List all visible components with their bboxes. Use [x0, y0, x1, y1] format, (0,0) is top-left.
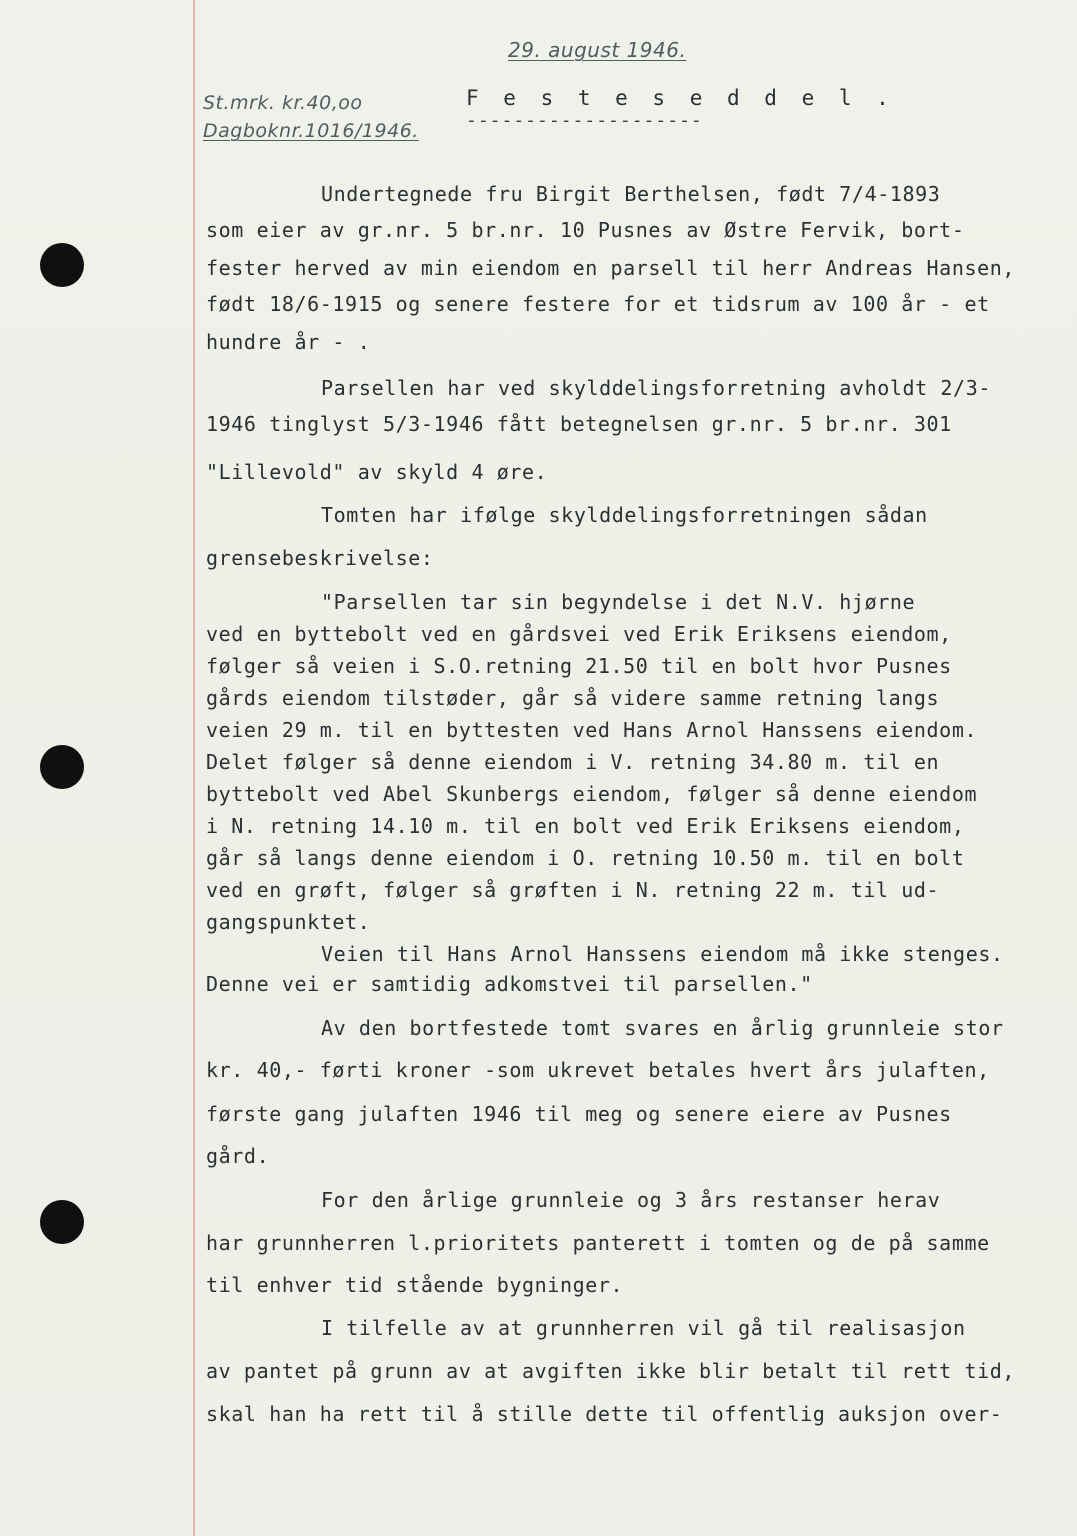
- text-line: Parsellen har ved skylddelingsforretning avholdt 2/3-: [321, 376, 991, 400]
- text-line: ved en grøft, følger så grøften i N. retning 22 m. til ud-: [206, 878, 940, 902]
- text-line: Av den bortfestede tomt svares en årlig grunnleie stor: [321, 1016, 1004, 1040]
- text-line: 1946 tinglyst 5/3-1946 fått betegnelsen gr.nr. 5 br.nr. 301: [206, 412, 952, 436]
- text-line: i N. retning 14.10 m. til en bolt ved Erik Eriksens eiendom,: [206, 814, 965, 838]
- text-line: grensebeskrivelse:: [206, 546, 434, 570]
- text-line: av pantet på grunn av at avgiften ikke blir betalt til rett tid,: [206, 1359, 1016, 1383]
- text-line: Veien til Hans Arnol Hanssens eiendom må ikke stenges.: [321, 942, 1004, 966]
- text-line: gård.: [206, 1144, 270, 1168]
- text-line: som eier av gr.nr. 5 br.nr. 10 Pusnes av Østre Fervik, bort-: [206, 218, 965, 242]
- text-line: fester herved av min eiendom en parsell til herr Andreas Hansen,: [206, 256, 1016, 280]
- text-line: "Lillevold" av skyld 4 øre.: [206, 460, 548, 484]
- text-line: skal han ha rett til å stille dette til offentlig auksjon over-: [206, 1402, 1003, 1426]
- text-line: gårds eiendom tilstøder, går så videre samme retning langs: [206, 686, 940, 710]
- document-date: 29. august 1946.: [508, 38, 687, 62]
- text-line: Undertegnede fru Birgit Berthelsen, født 7/4-1893: [321, 182, 941, 206]
- text-line: har grunnherren l.prioritets panterett i tomten og de på samme: [206, 1231, 990, 1255]
- text-line: gangspunktet.: [206, 910, 371, 934]
- punch-hole-middle: [40, 745, 84, 789]
- punch-hole-top: [40, 243, 84, 287]
- text-line: ved en byttebolt ved en gårdsvei ved Erik Eriksens eiendom,: [206, 622, 952, 646]
- text-line: hundre år - .: [206, 330, 371, 354]
- title-underline: --------------------: [466, 110, 703, 131]
- text-line: følger så veien i S.O.retning 21.50 til en bolt hvor Pusnes: [206, 654, 952, 678]
- text-line: går så langs denne eiendom i O. retning 10.50 m. til en bolt: [206, 846, 965, 870]
- text-line: født 18/6-1915 og senere festere for et tidsrum av 100 år - et: [206, 292, 990, 316]
- document-title: F e s t e s e d d e l .: [466, 86, 895, 110]
- text-line: byttebolt ved Abel Skunbergs eiendom, følger så denne eiendom: [206, 782, 978, 806]
- text-line: Delet følger så denne eiendom i V. retning 34.80 m. til en: [206, 750, 940, 774]
- text-line: "Parsellen tar sin begyndelse i det N.V. hjørne: [321, 590, 916, 614]
- text-line: veien 29 m. til en byttesten ved Hans Arnol Hanssens eiendom.: [206, 718, 978, 742]
- stamp-duty-note: St.mrk. kr.40,oo: [203, 92, 363, 114]
- text-line: I tilfelle av at grunnherren vil gå til realisasjon: [321, 1316, 966, 1340]
- text-line: Denne vei er samtidig adkomstvei til parsellen.": [206, 972, 813, 996]
- text-line: Tomten har ifølge skylddelingsforretningen sådan: [321, 503, 928, 527]
- punch-hole-bottom: [40, 1200, 84, 1244]
- margin-rule: [193, 0, 195, 1536]
- text-line: første gang julaften 1946 til meg og senere eiere av Pusnes: [206, 1102, 952, 1126]
- text-line: For den årlige grunnleie og 3 års restanser herav: [321, 1188, 941, 1212]
- journal-number: Dagboknr.1016/1946.: [203, 120, 419, 142]
- text-line: kr. 40,- førti kroner -som ukrevet betales hvert års julaften,: [206, 1058, 990, 1082]
- text-line: til enhver tid stående bygninger.: [206, 1273, 624, 1297]
